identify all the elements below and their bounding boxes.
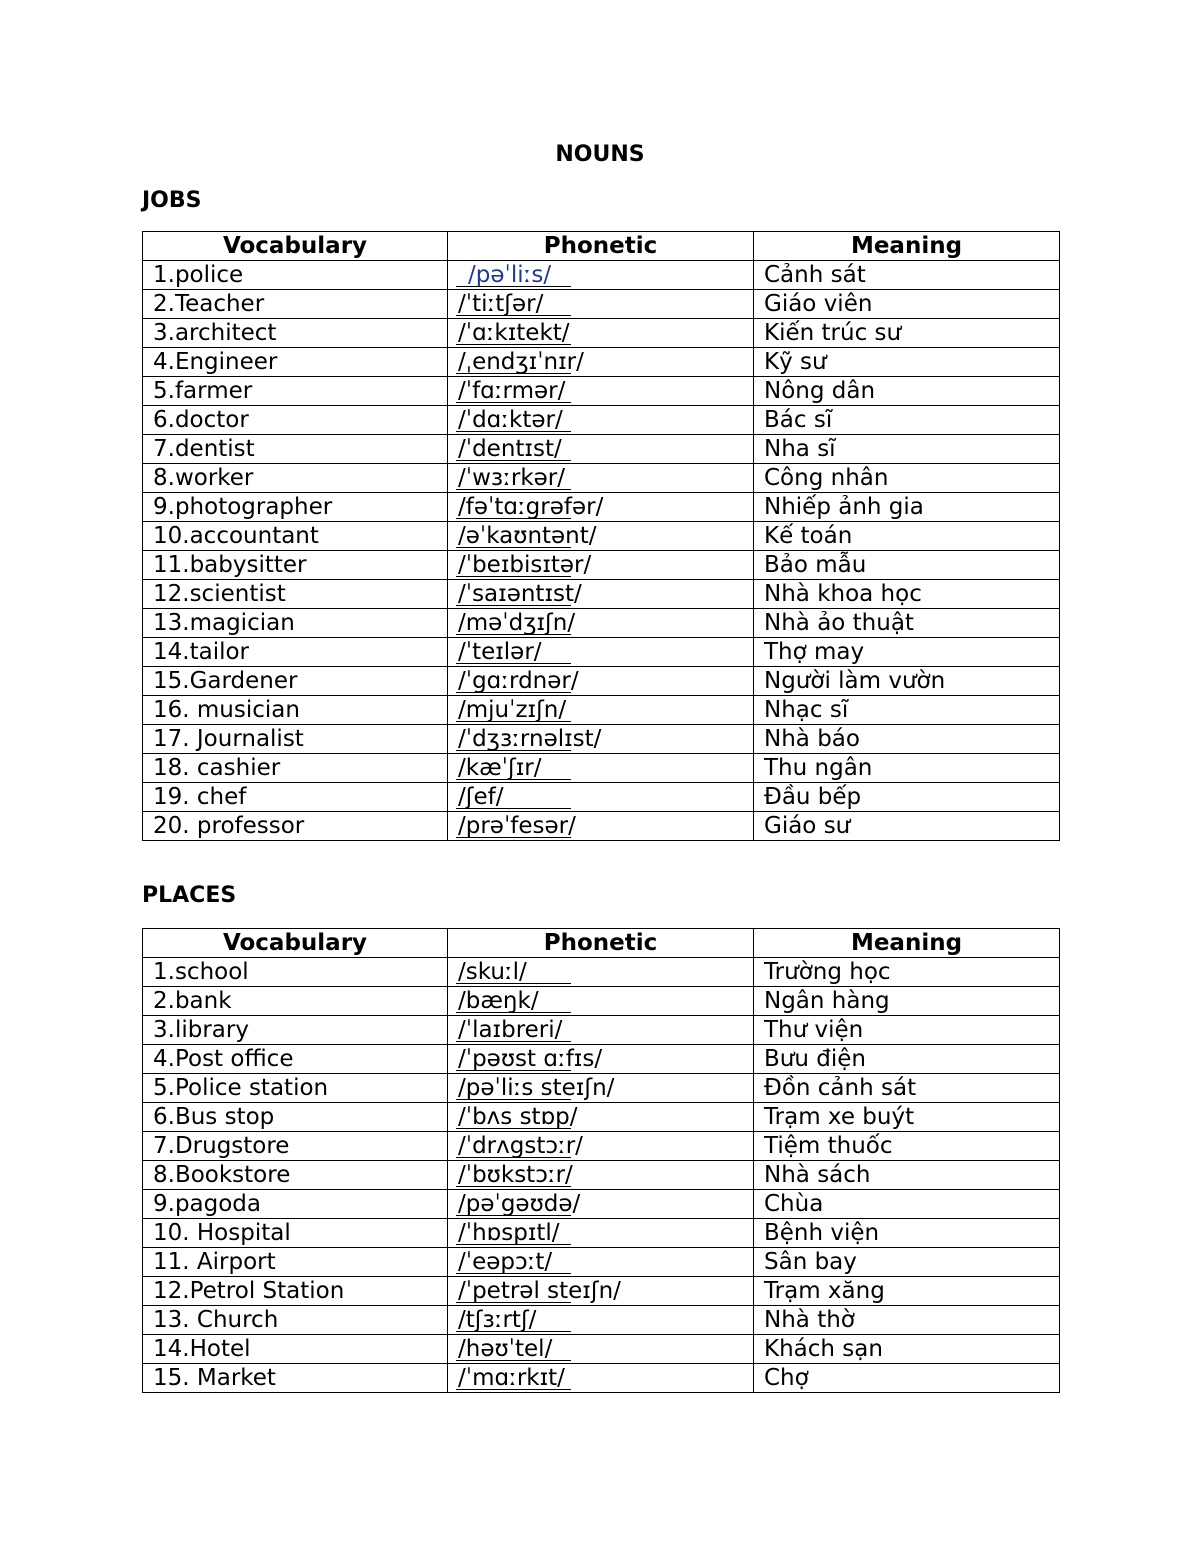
vocabulary-cell: 4.Engineer	[143, 348, 448, 377]
phonetic-cell	[448, 609, 754, 638]
underline-rule	[456, 1360, 571, 1361]
table-row	[143, 1045, 1060, 1074]
phonetic-text: /kæˈʃɪr/	[458, 754, 542, 781]
vocabulary-cell: 19. chef	[143, 783, 448, 812]
phonetic-cell	[448, 1103, 754, 1132]
underline-rule	[456, 983, 571, 984]
phonetic-text: /ˈdʒɜːrnəlɪst/	[458, 725, 602, 752]
meaning-cell: Nhà sách	[754, 1161, 1060, 1190]
vocabulary-cell: 8.Bookstore	[143, 1161, 448, 1190]
meaning-cell: Sân bay	[754, 1248, 1060, 1277]
underline-rule	[456, 1099, 571, 1100]
underline-rule	[456, 721, 571, 722]
vocabulary-cell: 14.Hotel	[143, 1335, 448, 1364]
vocabulary-cell: 5.Police station	[143, 1074, 448, 1103]
meaning-cell: Giáo viên	[754, 290, 1060, 319]
vocabulary-cell: 16. musician	[143, 696, 448, 725]
phonetic-text: /ˈpəʊst ɑːfɪs/	[458, 1045, 603, 1072]
phonetic-cell	[448, 435, 754, 464]
vocabulary-cell: 2.Teacher	[143, 290, 448, 319]
meaning-cell: Đồn cảnh sát	[754, 1074, 1060, 1103]
underline-rule	[456, 1273, 571, 1274]
underline-rule	[456, 1244, 571, 1245]
phonetic-cell	[448, 783, 754, 812]
table-row	[143, 522, 1060, 551]
vocabulary-cell: 6.Bus stop	[143, 1103, 448, 1132]
phonetic-text: /prəˈfesər/	[458, 812, 576, 839]
phonetic-text: /ˈbʌs stɒp/	[458, 1103, 578, 1130]
table-row	[143, 406, 1060, 435]
meaning-cell: Đầu bếp	[754, 783, 1060, 812]
vocabulary-cell: 7.Drugstore	[143, 1132, 448, 1161]
meaning-cell: Giáo sư	[754, 812, 1060, 841]
phonetic-cell	[448, 464, 754, 493]
phonetic-text: /ˈhɒspɪtl/	[458, 1219, 560, 1246]
vocabulary-cell: 4.Post office	[143, 1045, 448, 1074]
table-header-row	[143, 929, 1060, 958]
underline-rule	[456, 489, 571, 490]
underline-rule	[456, 692, 571, 693]
phonetic-text: /bæŋk/	[458, 987, 539, 1014]
underline-rule	[456, 1302, 571, 1303]
table-row	[143, 958, 1060, 987]
meaning-cell: Nhà ảo thuật	[754, 609, 1060, 638]
underline-rule	[456, 779, 571, 780]
phonetic-cell	[448, 725, 754, 754]
table-row	[143, 1161, 1060, 1190]
vocabulary-cell: 15.Gardener	[143, 667, 448, 696]
phonetic-cell	[448, 754, 754, 783]
meaning-cell: Nhà báo	[754, 725, 1060, 754]
meaning-cell: Khách sạn	[754, 1335, 1060, 1364]
table-row	[143, 261, 1060, 290]
table-row	[143, 290, 1060, 319]
vocabulary-cell: 8.worker	[143, 464, 448, 493]
table-row	[143, 1335, 1060, 1364]
meaning-cell: Tiệm thuốc	[754, 1132, 1060, 1161]
vocabulary-cell: 5.farmer	[143, 377, 448, 406]
vocabulary-cell: 3.architect	[143, 319, 448, 348]
underline-rule	[456, 547, 571, 548]
meaning-cell: Nhạc sĩ	[754, 696, 1060, 725]
table-row	[143, 319, 1060, 348]
phonetic-cell	[448, 1161, 754, 1190]
column-header-vocabulary: Vocabulary	[143, 232, 448, 261]
meaning-cell: Chợ	[754, 1364, 1060, 1393]
phonetic-text: /mjuˈzɪʃn/	[458, 696, 567, 723]
places-heading: PLACES	[142, 883, 237, 908]
phonetic-text: /ˈdɑːktər/	[458, 406, 563, 433]
table-row	[143, 1364, 1060, 1393]
column-header-meaning: Meaning	[754, 232, 1060, 261]
phonetic-cell	[448, 348, 754, 377]
phonetic-cell	[448, 987, 754, 1016]
table-row	[143, 493, 1060, 522]
phonetic-text: /ˌendʒɪˈnɪr/	[458, 348, 584, 375]
vocabulary-cell: 10.accountant	[143, 522, 448, 551]
column-header-meaning: Meaning	[754, 929, 1060, 958]
vocabulary-cell: 15. Market	[143, 1364, 448, 1393]
meaning-cell: Công nhân	[754, 464, 1060, 493]
underline-rule	[456, 431, 571, 432]
meaning-cell: Người làm vườn	[754, 667, 1060, 696]
meaning-cell: Ngân hàng	[754, 987, 1060, 1016]
phonetic-text: /ˈsaɪəntɪst/	[458, 580, 582, 607]
table-row	[143, 1132, 1060, 1161]
phonetic-text: /ˈdentɪst/	[458, 435, 562, 462]
phonetic-text: /skuːl/	[458, 958, 527, 985]
phonetic-cell	[448, 1016, 754, 1045]
underline-rule	[456, 663, 571, 664]
underline-rule	[456, 1331, 571, 1332]
table-row	[143, 435, 1060, 464]
underline-rule	[456, 315, 571, 316]
vocabulary-cell: 3.library	[143, 1016, 448, 1045]
phonetic-text: /ˈtiːtʃər/	[458, 290, 544, 317]
table-row	[143, 348, 1060, 377]
meaning-cell: Cảnh sát	[754, 261, 1060, 290]
phonetic-cell	[448, 406, 754, 435]
table-row	[143, 696, 1060, 725]
meaning-cell: Kỹ sư	[754, 348, 1060, 377]
meaning-cell: Chùa	[754, 1190, 1060, 1219]
table-row	[143, 1306, 1060, 1335]
meaning-cell: Trường học	[754, 958, 1060, 987]
phonetic-text: /ʃef/	[458, 783, 504, 810]
meaning-cell: Trạm xăng	[754, 1277, 1060, 1306]
phonetic-text: /ˈmɑːrkɪt/	[458, 1364, 565, 1391]
table-row	[143, 1190, 1060, 1219]
table-row	[143, 987, 1060, 1016]
meaning-cell: Bác sĩ	[754, 406, 1060, 435]
underline-rule	[456, 1157, 571, 1158]
vocabulary-cell: 1.school	[143, 958, 448, 987]
jobs-table	[142, 231, 1060, 841]
vocabulary-cell: 11.babysitter	[143, 551, 448, 580]
table-row	[143, 667, 1060, 696]
table-row	[143, 1074, 1060, 1103]
underline-rule	[456, 605, 571, 606]
phonetic-cell	[448, 696, 754, 725]
phonetic-text: /məˈdʒɪʃn/	[458, 609, 576, 636]
vocabulary-cell: 18. cashier	[143, 754, 448, 783]
underline-rule	[456, 286, 571, 287]
meaning-cell: Bảo mẫu	[754, 551, 1060, 580]
underline-rule	[456, 460, 571, 461]
phonetic-cell	[448, 1335, 754, 1364]
phonetic-text: /ˈwɜːrkər/	[458, 464, 565, 491]
phonetic-text: /ˈteɪlər/	[458, 638, 542, 665]
vocabulary-cell: 17. Journalist	[143, 725, 448, 754]
underline-rule	[456, 634, 571, 635]
phonetic-cell	[448, 1364, 754, 1393]
table-row	[143, 1277, 1060, 1306]
meaning-cell: Bưu điện	[754, 1045, 1060, 1074]
phonetic-cell	[448, 261, 754, 290]
underline-rule	[456, 373, 571, 374]
underline-rule	[456, 402, 571, 403]
table-row	[143, 725, 1060, 754]
column-header-phonetic: Phonetic	[448, 929, 754, 958]
phonetic-cell	[448, 1132, 754, 1161]
underline-rule	[456, 1012, 571, 1013]
table-row	[143, 464, 1060, 493]
vocabulary-cell: 14.tailor	[143, 638, 448, 667]
phonetic-text: /həʊˈtel/	[458, 1335, 553, 1362]
meaning-cell: Thu ngân	[754, 754, 1060, 783]
phonetic-text: /ˈlaɪbreri/	[458, 1016, 563, 1043]
phonetic-cell	[448, 493, 754, 522]
underline-rule	[456, 1186, 571, 1187]
underline-rule	[456, 808, 571, 809]
phonetic-text: /ˈeəpɔːt/	[458, 1248, 553, 1275]
phonetic-cell	[448, 1045, 754, 1074]
phonetic-cell	[448, 522, 754, 551]
meaning-cell: Nhà thờ	[754, 1306, 1060, 1335]
meaning-cell: Thợ may	[754, 638, 1060, 667]
underline-rule	[456, 344, 571, 345]
underline-rule	[456, 1041, 571, 1042]
phonetic-cell	[448, 1074, 754, 1103]
vocabulary-cell: 2.bank	[143, 987, 448, 1016]
underline-rule	[456, 1389, 571, 1390]
phonetic-cell	[448, 1277, 754, 1306]
meaning-cell: Bệnh viện	[754, 1219, 1060, 1248]
table-row	[143, 1248, 1060, 1277]
vocabulary-cell: 10. Hospital	[143, 1219, 448, 1248]
phonetic-cell	[448, 1248, 754, 1277]
meaning-cell: Thư viện	[754, 1016, 1060, 1045]
phonetic-cell	[448, 667, 754, 696]
table-row	[143, 377, 1060, 406]
column-header-phonetic: Phonetic	[448, 232, 754, 261]
phonetic-cell	[448, 638, 754, 667]
page-title: NOUNS	[555, 142, 645, 167]
phonetic-text: /fəˈtɑːgrəfər/	[458, 493, 604, 520]
phonetic-cell	[448, 290, 754, 319]
vocabulary-cell: 9.photographer	[143, 493, 448, 522]
table-row	[143, 580, 1060, 609]
table-row	[143, 1219, 1060, 1248]
vocabulary-cell: 7.dentist	[143, 435, 448, 464]
table-row	[143, 812, 1060, 841]
underline-rule	[456, 1070, 571, 1071]
table-row	[143, 783, 1060, 812]
underline-rule	[456, 576, 571, 577]
jobs-heading: JOBS	[142, 188, 202, 213]
phonetic-text: /ˈpetrəl steɪʃn/	[458, 1277, 621, 1304]
vocabulary-cell: 12.scientist	[143, 580, 448, 609]
phonetic-text: /ˈgɑːrdnər/	[458, 667, 579, 694]
places-table	[142, 928, 1060, 1393]
phonetic-text: /əˈkaʊntənt/	[458, 522, 597, 549]
underline-rule	[456, 518, 571, 519]
underline-rule	[456, 837, 571, 838]
table-row	[143, 551, 1060, 580]
phonetic-cell	[448, 958, 754, 987]
vocabulary-cell: 1.police	[143, 261, 448, 290]
vocabulary-cell: 9.pagoda	[143, 1190, 448, 1219]
meaning-cell: Kiến trúc sư	[754, 319, 1060, 348]
phonetic-text: /ˈbeɪbisɪtər/	[458, 551, 592, 578]
table-row	[143, 1016, 1060, 1045]
vocabulary-cell: 13.magician	[143, 609, 448, 638]
phonetic-cell	[448, 1306, 754, 1335]
phonetic-cell	[448, 580, 754, 609]
underline-rule	[456, 1128, 571, 1129]
vocabulary-cell: 6.doctor	[143, 406, 448, 435]
meaning-cell: Nhà khoa học	[754, 580, 1060, 609]
table-header-row	[143, 232, 1060, 261]
phonetic-cell	[448, 1190, 754, 1219]
table-row	[143, 754, 1060, 783]
vocabulary-cell: 11. Airport	[143, 1248, 448, 1277]
vocabulary-cell: 13. Church	[143, 1306, 448, 1335]
meaning-cell: Nhiếp ảnh gia	[754, 493, 1060, 522]
phonetic-text: /ˈfɑːrmər/	[458, 377, 566, 404]
underline-rule	[456, 750, 571, 751]
underline-rule	[456, 1215, 571, 1216]
phonetic-text: /ˈɑːkɪtekt/	[458, 319, 570, 346]
vocabulary-cell: 20. professor	[143, 812, 448, 841]
phonetic-text: /pəˈliːs/	[468, 261, 552, 288]
phonetic-text: /pəˈgəʊdə/	[458, 1190, 581, 1217]
phonetic-text: /ˈdrʌgstɔːr/	[458, 1132, 583, 1159]
column-header-vocabulary: Vocabulary	[143, 929, 448, 958]
phonetic-cell	[448, 319, 754, 348]
phonetic-cell	[448, 551, 754, 580]
phonetic-cell	[448, 1219, 754, 1248]
phonetic-text: /tʃɜːrtʃ/	[458, 1306, 537, 1333]
meaning-cell: Trạm xe buýt	[754, 1103, 1060, 1132]
phonetic-text: /pəˈliːs steɪʃn/	[458, 1074, 615, 1101]
meaning-cell: Nông dân	[754, 377, 1060, 406]
table-row	[143, 609, 1060, 638]
meaning-cell: Kế toán	[754, 522, 1060, 551]
vocabulary-cell: 12.Petrol Station	[143, 1277, 448, 1306]
table-row	[143, 638, 1060, 667]
table-row	[143, 1103, 1060, 1132]
phonetic-cell	[448, 812, 754, 841]
phonetic-cell	[448, 377, 754, 406]
phonetic-text: /ˈbʊkstɔːr/	[458, 1161, 573, 1188]
meaning-cell: Nha sĩ	[754, 435, 1060, 464]
